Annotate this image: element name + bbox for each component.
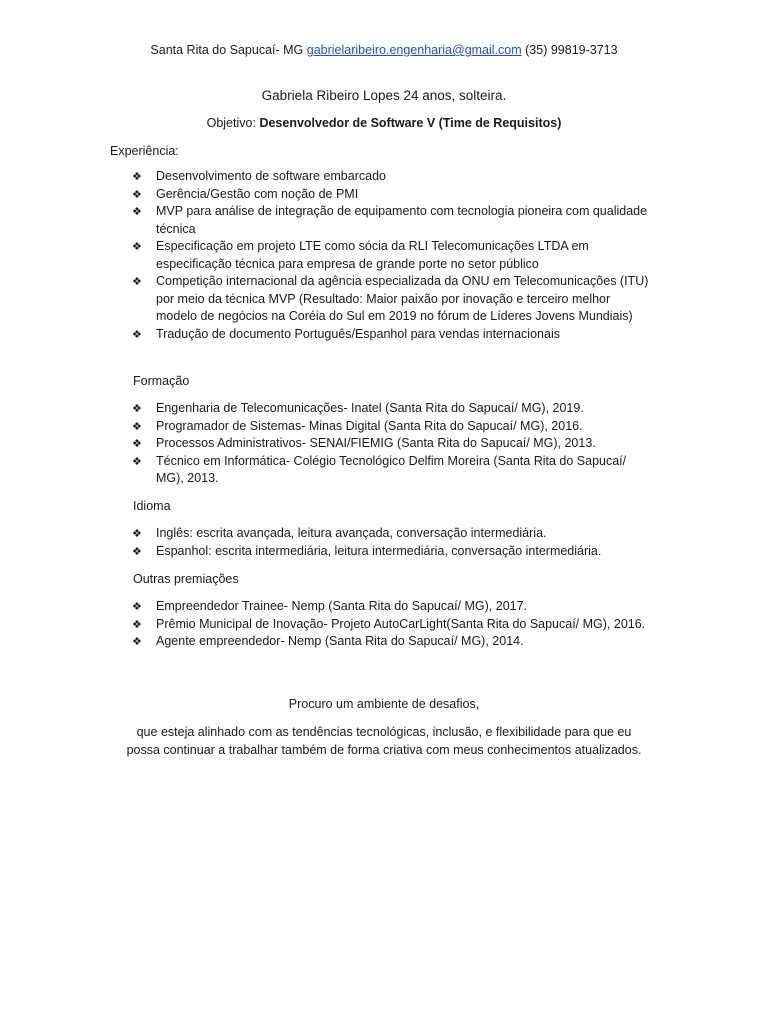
list-item [132,203,652,238]
education-heading: Formação [133,374,190,388]
diamond-bullet-icon: ❖ [132,527,142,540]
closing-line-2: que esteja alinhado com as tendências tecnológicas, inclusão, e flexibilidade para que eu [136,725,632,739]
experience-list [132,168,652,343]
list-item-text: Programador de Sistemas- Minas Digital (Santa Rita do Sapucaí/ MG), 2016. [156,418,583,433]
list-item [132,543,652,561]
languages-heading: Idioma [133,499,171,513]
objective-value: Desenvolvedor de Software V (Time de Requisitos) [259,116,562,130]
languages-list [132,525,652,560]
list-item [132,418,652,436]
diamond-bullet-icon: ❖ [132,419,142,433]
closing-line-3: possa continuar a trabalhar também de forma criativa com meus conhecimentos atualizados. [126,743,642,757]
diamond-bullet-icon: ❖ [132,437,142,450]
diamond-bullet-icon: ❖ [132,544,142,558]
awards-list [132,598,652,651]
diamond-bullet-icon: ❖ [132,617,142,631]
list-item-text: MVP para análise de integração de equipamento com tecnologia pioneira com qualidade técnica [156,204,648,236]
phone-text: (35) 99819-3713 [525,43,618,57]
location-text: Santa Rita do Sapucaí- MG [150,43,304,57]
diamond-bullet-icon: ❖ [132,454,142,468]
awards-heading: Outras premiações [133,572,239,586]
experience-heading: Experiência: [110,144,179,158]
list-item [132,435,652,453]
list-item-text: Especificação em projeto LTE como sócia da RLI Telecomunicações LTDA em especificação técnica para empresa de grande porte no setor público [156,239,589,271]
diamond-bullet-icon: ❖ [132,240,142,253]
list-item [132,273,652,326]
diamond-bullet-icon: ❖ [132,402,142,415]
diamond-bullet-icon: ❖ [132,205,142,218]
email-link[interactable]: gabrielaribeiro.engenharia@gmail.com [306,43,522,57]
list-item [132,400,652,418]
diamond-bullet-icon: ❖ [132,635,142,648]
list-item-text: Engenharia de Telecomunicações- Inatel (Santa Rita do Sapucaí/ MG), 2019. [156,401,584,415]
list-item [132,598,652,616]
contact-header [0,42,768,60]
list-item [132,238,652,273]
list-item-text: Técnico em Informática- Colégio Tecnológico Delfim Moreira (Santa Rita do Sapucaí/ MG), 2013. [156,453,627,485]
diamond-bullet-icon: ❖ [132,275,142,288]
list-item-text: Tradução de documento Português/Espanhol para vendas internacionais [156,326,560,341]
list-item-text: Agente empreendedor- Nemp (Santa Rita do Sapucaí/ MG), 2014. [156,634,524,648]
objective-label: Objetivo: [206,116,256,130]
list-item-text: Desenvolvimento de software embarcado [156,169,386,183]
diamond-bullet-icon: ❖ [132,170,142,183]
list-item-text: Inglês: escrita avançada, leitura avançada, conversação intermediária. [156,526,547,540]
list-item [132,633,652,651]
list-item-text: Gerência/Gestão com noção de PMI [156,186,359,201]
list-item [132,186,652,204]
list-item-text: Espanhol: escrita intermediária, leitura intermediária, conversação intermediária. [156,543,602,558]
list-item-text: Processos Administrativos- SENAI/FIEMIG (Santa Rita do Sapucaí/ MG), 2013. [156,436,596,450]
closing-line-1: Procuro um ambiente de desafios, [288,697,480,711]
list-item-text: Empreendedor Trainee- Nemp (Santa Rita do Sapucaí/ MG), 2017. [156,599,528,613]
list-item [132,168,652,186]
name-line: Gabriela Ribeiro Lopes 24 anos, solteira. [261,88,507,103]
list-item-text: Prêmio Municipal de Inovação- Projeto AutoCarLight(Santa Rita do Sapucaí/ MG), 2016. [156,616,646,631]
education-list [132,400,652,488]
list-item [132,453,652,488]
diamond-bullet-icon: ❖ [132,327,142,341]
list-item-text: Competição internacional da agência especializada da ONU em Telecomunicações (ITU) por meio da técnica MVP (Resultado: Maior paixão por inovação e terceiro melhor modelo de negócios na Coréia do Sul em 2019 no fórum de Líderes Jovens Mundiais) [156,274,649,323]
list-item [132,616,652,634]
diamond-bullet-icon: ❖ [132,600,142,613]
objective-line [0,115,768,133]
list-item [132,525,652,543]
list-item [132,326,652,344]
diamond-bullet-icon: ❖ [132,187,142,201]
